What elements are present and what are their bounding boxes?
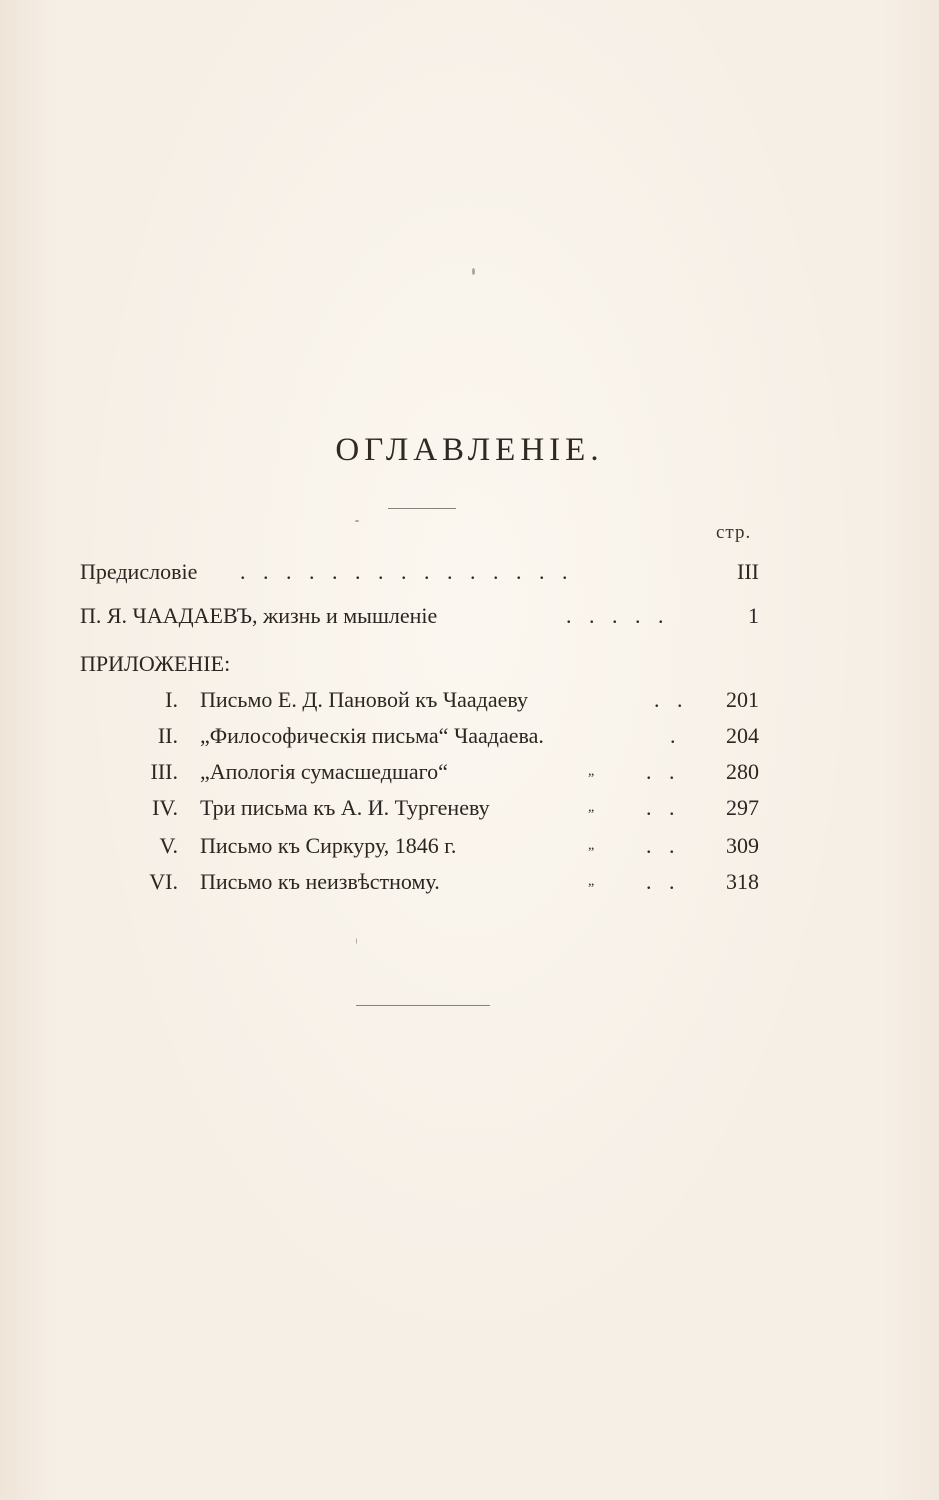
item-title: „Апологія сумасшедшаго“ [200,759,448,784]
ditto-mark: „ [588,800,595,815]
leader-dots: . [670,723,682,748]
toc-entry-main [0,600,939,632]
item-page: 318 [726,869,759,894]
item-page: 280 [726,759,759,784]
toc-appendix-item [0,792,939,824]
item-number: IV. [152,795,178,820]
item-page: 204 [726,723,759,748]
leader-dots: . . [646,759,681,784]
item-title: Письмо Е. Д. Пановой къ Чаадаеву [200,687,529,712]
leader-dots: . . [654,687,689,712]
item-page: 201 [726,687,759,712]
toc-entry-text: Предисловіе [80,559,198,584]
paper-speck [472,268,475,275]
toc-appendix-item [0,866,939,898]
leader-dots: . . . . . [566,603,670,628]
toc-entry-page: 1 [748,603,759,628]
title-divider [388,508,456,509]
toc-appendix-item [0,684,939,716]
toc-appendix-item [0,720,939,752]
ditto-mark: „ [588,764,595,779]
page-title: ОГЛАВЛЕНІЕ. [335,432,604,468]
item-number: V. [159,833,178,858]
ditto-mark: „ [588,838,595,853]
toc-entry-preface [0,556,939,588]
toc-entry-text: П. Я. ЧААДАЕВЪ, жизнь и мышленіе [80,603,438,628]
item-number: III. [150,759,178,784]
item-title: Письмо къ Сиркуру, 1846 г. [200,833,457,858]
item-title: Письмо къ неизвѣстному. [200,869,440,894]
closing-rule [356,1005,490,1006]
item-title: Три письма къ А. И. Тургеневу [200,795,490,820]
item-page: 309 [726,833,759,858]
toc-entry-page: III [737,559,759,584]
leader-dots: . . [646,833,681,858]
leader-dots: . . . . . . . . . . . . . . . [240,559,574,584]
item-number: II. [157,723,178,748]
page-column-label: стр. [716,522,752,543]
item-title: „Философическія письма“ Чаадаева. [200,723,544,748]
toc-appendix-item [0,756,939,788]
ditto-mark: „ [588,874,595,889]
appendix-heading-text: ПРИЛОЖЕНІЕ: [80,651,231,676]
paper-speck [355,520,359,522]
item-number: VI. [149,869,178,894]
toc-appendix-item [0,830,939,862]
item-page: 297 [726,795,759,820]
paper-speck [356,938,357,944]
item-number: I. [165,687,178,712]
leader-dots: . . [646,795,681,820]
leader-dots: . . [646,869,681,894]
appendix-heading [80,648,480,680]
